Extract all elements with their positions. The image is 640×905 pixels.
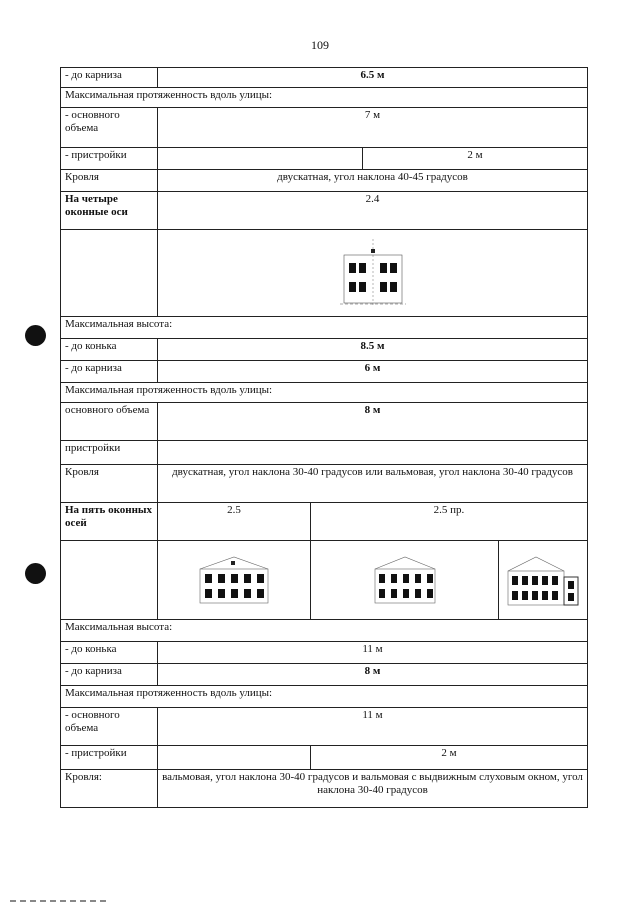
table-row	[61, 664, 588, 686]
row-label: - основного объема	[61, 108, 158, 148]
table-row	[61, 361, 588, 383]
table-row	[61, 148, 588, 170]
table-row	[61, 642, 588, 664]
section-heading: Максимальная протяженность вдоль улицы:	[61, 88, 588, 108]
section-heading: Максимальная высота:	[61, 620, 588, 642]
row-label: - пристройки	[61, 148, 158, 170]
table-row	[61, 686, 588, 708]
table-row	[61, 339, 588, 361]
row-value: 11 м	[158, 708, 588, 746]
row-value: 8 м	[158, 664, 588, 686]
facade-drawing-cell	[158, 541, 311, 620]
facade-five-axes-icon	[373, 555, 437, 605]
table-row	[61, 503, 588, 541]
row-label: Кровля:	[61, 770, 158, 808]
table-row	[61, 770, 588, 808]
punch-hole-top	[25, 325, 46, 346]
row-label: - до карниза	[61, 68, 158, 88]
table-row	[61, 108, 588, 148]
row-value: 6 м	[158, 361, 588, 383]
facade-five-axes-icon	[504, 553, 582, 607]
row-value: вальмовая, угол наклона 30-40 градусов и вальмовая с выдвижным слуховым окном, угол наклона 30-40 градусов	[158, 770, 588, 808]
row-label: - пристройки	[61, 746, 158, 770]
building-parameters-table	[60, 67, 588, 808]
table-row	[61, 68, 588, 88]
row-value: 8 м	[158, 403, 588, 441]
table-row	[61, 317, 588, 339]
facade-five-axes-icon	[198, 555, 270, 605]
row-value: 8.5 м	[158, 339, 588, 361]
scan-edge-marks	[10, 900, 110, 902]
punch-hole-bottom	[25, 563, 46, 584]
row-label: - до карниза	[61, 361, 158, 383]
facade-four-axes-icon	[340, 237, 406, 309]
table-row	[61, 441, 588, 465]
facade-drawing-cell	[499, 541, 588, 620]
row-label: - до конька	[61, 642, 158, 664]
section-heading: Максимальная протяженность вдоль улицы:	[61, 686, 588, 708]
row-label: Кровля	[61, 465, 158, 503]
row-value-empty	[158, 746, 311, 770]
row-value: 2 м	[363, 148, 588, 170]
facade-drawing-cell	[311, 541, 499, 620]
table-row	[61, 541, 588, 620]
table-row	[61, 620, 588, 642]
table-row	[61, 403, 588, 441]
row-label-empty	[61, 541, 158, 620]
row-value: 7 м	[158, 108, 588, 148]
row-value: 2.4	[158, 192, 588, 230]
row-label: Кровля	[61, 170, 158, 192]
row-label: - до конька	[61, 339, 158, 361]
row-value: двускатная, угол наклона 30-40 градусов или вальмовая, угол наклона 30-40 градусов	[158, 465, 588, 503]
table-row	[61, 746, 588, 770]
row-label: - до карниза	[61, 664, 158, 686]
row-value-b: 2.5 пр.	[311, 503, 588, 541]
row-label: пристройки	[61, 441, 158, 465]
table-row	[61, 170, 588, 192]
table-row	[61, 708, 588, 746]
row-value-empty	[158, 441, 588, 465]
row-label-empty	[61, 230, 158, 317]
facade-drawing-cell	[158, 230, 588, 317]
table-row	[61, 383, 588, 403]
page-number: 109	[311, 38, 329, 52]
row-value-empty	[158, 148, 363, 170]
row-value: 2 м	[311, 746, 588, 770]
row-label: На четыре оконные оси	[61, 192, 158, 230]
table-row	[61, 230, 588, 317]
table-row	[61, 88, 588, 108]
row-value: 11 м	[158, 642, 588, 664]
section-heading: Максимальная протяженность вдоль улицы:	[61, 383, 588, 403]
row-label: - основного объема	[61, 708, 158, 746]
section-heading: Максимальная высота:	[61, 317, 588, 339]
row-value-a: 2.5	[158, 503, 311, 541]
table-row	[61, 465, 588, 503]
row-value: 6.5 м	[158, 68, 588, 88]
row-label: На пять оконных осей	[61, 503, 158, 541]
table-row	[61, 192, 588, 230]
row-label: основного объема	[61, 403, 158, 441]
row-value: двускатная, угол наклона 40-45 градусов	[158, 170, 588, 192]
